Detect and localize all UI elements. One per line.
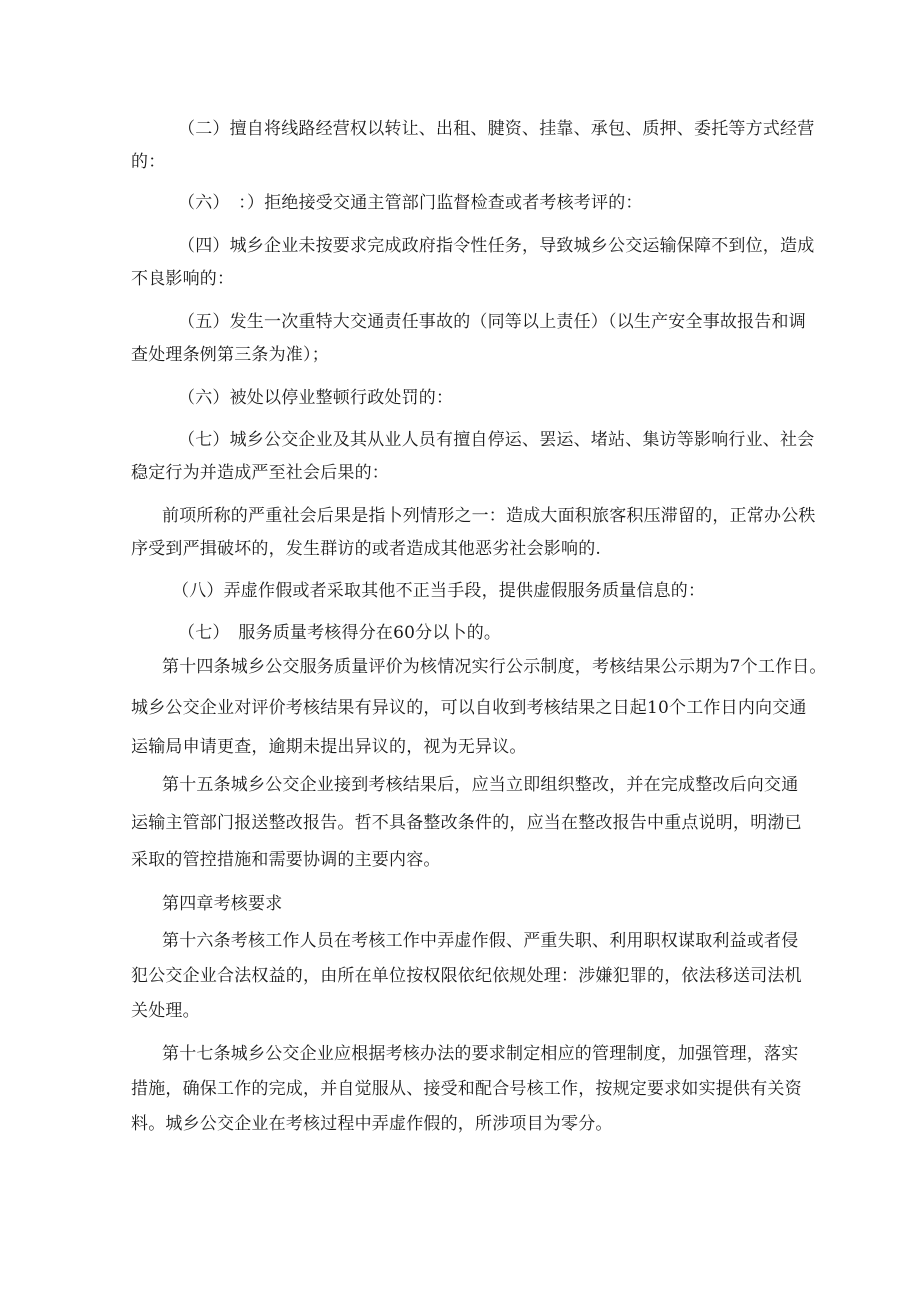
text-line: 查处理条例第三条为准）； bbox=[131, 345, 329, 365]
text-line: （二）擅自将线路经营权以转让、出租、腱资、挂靠、承包、质押、委托等方式经营 bbox=[178, 119, 815, 139]
text-line: （六） ：）拒绝接受交通主管部门监督检查或者考核考评的： bbox=[178, 193, 643, 213]
text-line: 序受到严揖破坏的，发生群访的或者造成其他恶劣社会影响的. bbox=[131, 539, 602, 559]
text-line: （八）弄虚作假或者采取其他不正当手段，提供虚假服务质量信息的： bbox=[172, 581, 706, 601]
text-line: 不良影响的： bbox=[131, 269, 235, 289]
text-line: （五）发生一次重特大交通责任事故的（同等以上责任）（以生产安全事故报告和调 bbox=[178, 312, 806, 332]
text-line: （七）城乡公交企业及其从业人员有擅自停运、罢运、堵站、集访等影响行业、社会 bbox=[178, 430, 815, 450]
text-line: 运输主管部门报送整改报告。哲不具备整改条件的，应当在整改报告中重点说明，明渤已 bbox=[131, 813, 802, 833]
text-line: 第十四条城乡公交服务质量评价为核情况实行公示制度，考核结果公示期为7个工作日。 bbox=[162, 657, 827, 677]
text-line: （七） 服务质量考核得分在60分以卜的。 bbox=[178, 623, 502, 643]
text-line: 第十六条考核工作人员在考核工作中弄虚作假、严重失职、利用职权谋取利益或者侵 bbox=[162, 931, 799, 951]
text-line: 的： bbox=[131, 152, 166, 172]
text-line: 采取的管控措施和需要协调的主要内容。 bbox=[131, 850, 441, 870]
text-line: 措施，确保工作的完成，并自觉服从、接受和配合号核工作，按规定要求如实提供有关资 bbox=[131, 1079, 802, 1099]
text-line: 关处理。 bbox=[131, 1001, 200, 1021]
text-line: （四）城乡企业未按要求完成政府指令性任务，导致城乡公交运输保障不到位，造成 bbox=[178, 236, 815, 256]
text-line: 第四章考核要求 bbox=[162, 894, 283, 914]
text-line: （六）被处以停业整顿行政处罚的： bbox=[178, 388, 454, 408]
text-line: 料。城乡公交企业在考核过程中弄虚作假的，所涉项目为零分。 bbox=[131, 1114, 613, 1134]
text-line: 第十五条城乡公交企业接到考核结果后，应当立即组织整改，并在完成整改后向交通 bbox=[162, 775, 799, 795]
text-line: 犯公交企业合法权益的，由所在单位按权限依纪依规处理：涉嫌犯罪的，依法移送司法机 bbox=[131, 966, 802, 986]
text-line: 第十七条城乡公交企业应根据考核办法的要求制定相应的管理制度，加强管理，落实 bbox=[162, 1044, 799, 1064]
text-line: 前项所称的严重社会后果是指卜列情形之一：造成大面积旅客积压滞留的，正常办公秩 bbox=[162, 506, 816, 526]
text-line: 稳定行为并造成严至社会后果的： bbox=[131, 463, 389, 483]
text-line: 城乡公交企业对评价考核结果有异议的，可以自收到考核结果之日起10个工作日内向交通 bbox=[131, 698, 807, 718]
text-line: 运输局申请更查，逾期未提出异议的，视为无异议。 bbox=[131, 737, 527, 757]
